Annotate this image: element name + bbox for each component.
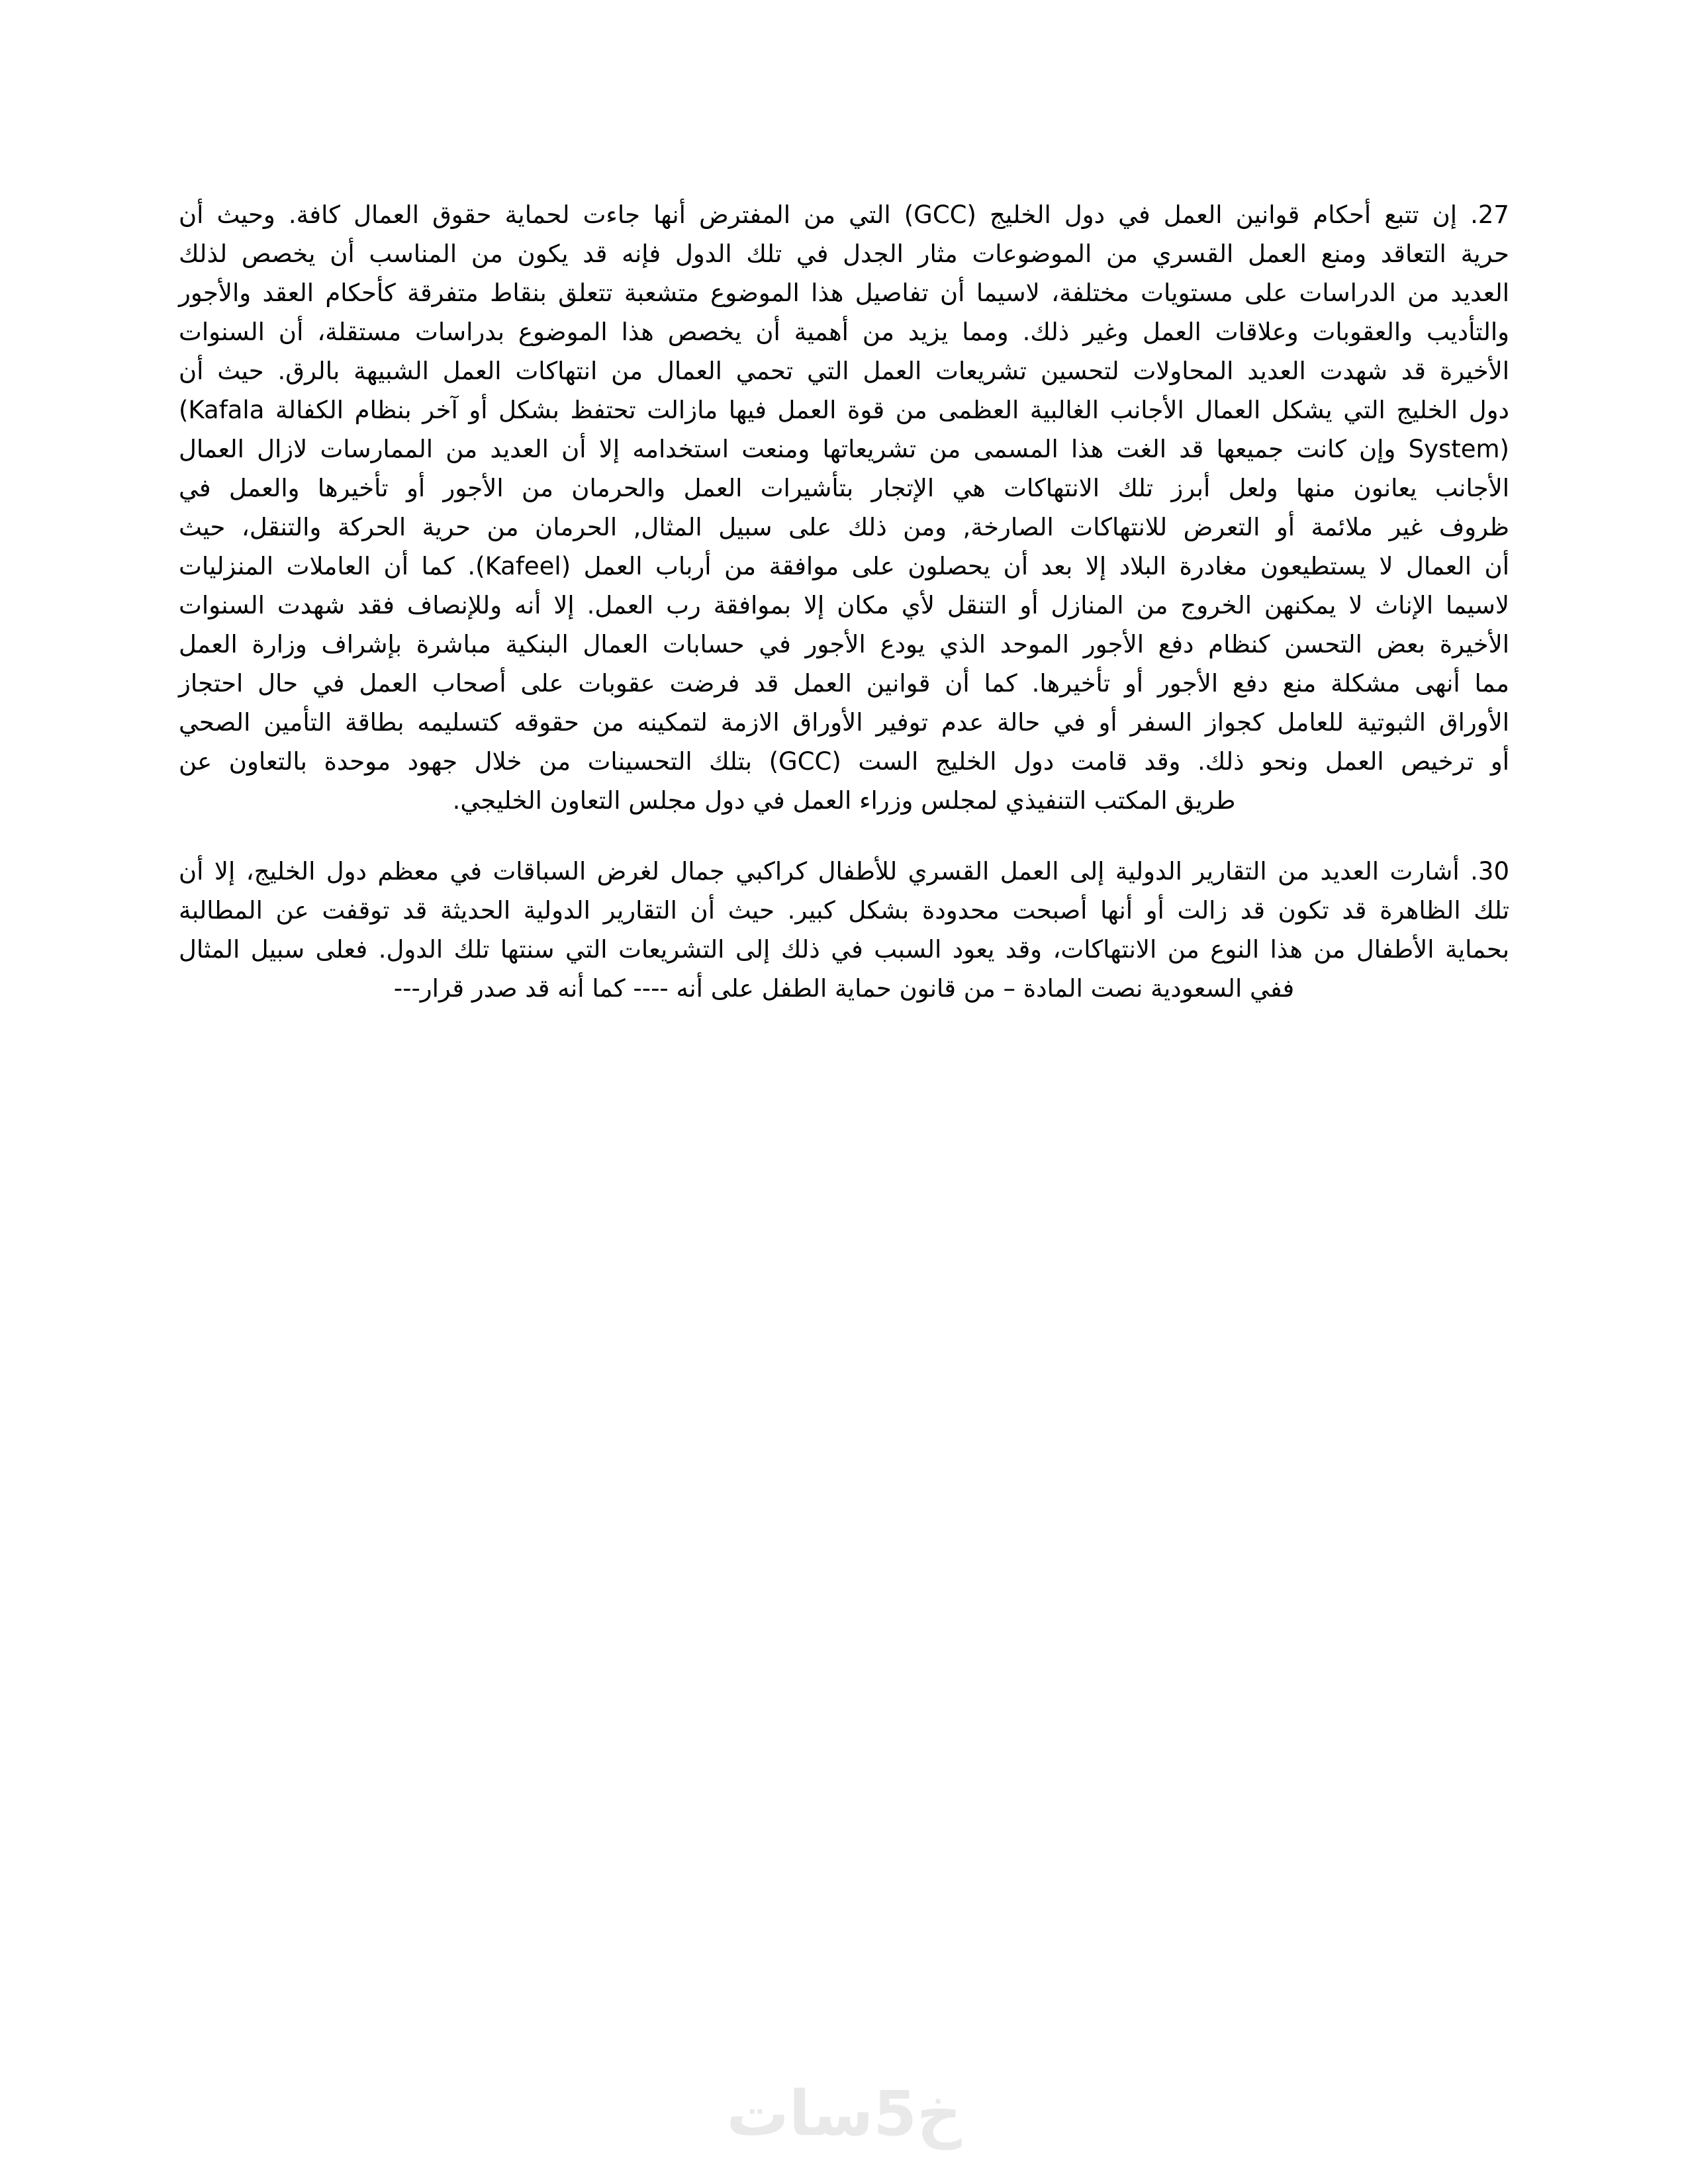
text-line: ظروف غير ملائمة أو التعرض للانتهاكات الصارخة, ومن ذلك على سبيل المثال, الحرمان من حرية الحركة والتنقل، حيث — [179, 513, 1509, 541]
text-line: 27. إن تتبع أحكام قوانين العمل في دول الخليج (GCC) التي من المفترض أنها جاءت لحماية حقوق العمال كافة. وحيث أن — [179, 201, 1509, 229]
text-line: الأخيرة قد شهدت العديد المحاولات لتحسين تشريعات العمل التي تحمي العمال من انتهاكات العمل الشبيهة بالرق. حيث أن — [179, 357, 1509, 385]
khamsat-watermark: خ5سات — [726, 2078, 962, 2150]
text-block — [179, 195, 1509, 1008]
text-line: الأجانب يعانون منها ولعل أبرز تلك الانتهاكات هي الإتجار بتأشيرات العمل والحرمان من الأجور أو تأخيرها والعمل في — [179, 474, 1509, 502]
text-line: حرية التعاقد ومنع العمل القسري من الموضوعات مثار الجدل في تلك الدول فإنه قد يكون من المناسب أن يخصص لذلك — [179, 240, 1509, 268]
text-line: والتأديب والعقوبات وعلاقات العمل وغير ذلك. ومما يزيد من أهمية أن يخصص هذا الموضوع بدراسات مستقلة، أن السنوات — [179, 318, 1509, 346]
text-line: 30. أشارت العديد من التقارير الدولية إلى العمل القسري للأطفال كراكبي جمال لغرض السباقات في معظم دول الخليج، إلا أن — [179, 857, 1509, 886]
text-line: ففي السعودية نصت المادة – من قانون حماية الطفل على أنه ---- كما أنه قد صدر قرار--- — [393, 974, 1295, 1003]
text-line: مما أنهى مشكلة منع دفع الأجور أو تأخيرها. كما أن قوانين العمل قد فرضت عقوبات على أصحاب العمل في حال احتجاز — [179, 669, 1509, 698]
text-line: الأخيرة بعض التحسن كنظام دفع الأجور الموحد الذي يودع الأجور في حسابات العمال البنكية مباشرة بإشراف وزارة العمل — [179, 630, 1509, 659]
text-line: دول الخليج التي يشكل العمال الأجانب الغالبية العظمى من قوة العمل فيها مازالت تحتفظ بشكل أو آخر بنظام الكفالة ‎(Kafala — [179, 396, 1509, 424]
paragraph-30 — [179, 852, 1509, 1008]
text-line: العديد من الدراسات على مستويات مختلفة، لاسيما أن تفاصيل هذا الموضوع متشعبة تتعلق بنقاط متفرقة كأحكام العقد والأجور — [179, 279, 1509, 307]
text-line: System)‎ وإن كانت جميعها قد الغت هذا المسمى من تشريعاتها ومنعت استخدامه إلا أن العديد من الممارسات لازال العمال — [179, 435, 1509, 463]
text-line: أن العمال لا يستطيعون مغادرة البلاد إلا بعد أن يحصلون على موافقة من أرباب العمل (Kafeel). كما أن العاملات المنزليات — [179, 552, 1509, 580]
text-line: أو ترخيص العمل ونحو ذلك. وقد قامت دول الخليج الست (GCC) بتلك التحسينات من خلال جهود موحدة بالتعاون عن — [179, 747, 1510, 776]
text-line: تلك الظاهرة قد تكون قد زالت أو أنها أصبحت محدودة بشكل كبير. حيث أن التقارير الدولية الحديثة قد توقفت عن المطالبة — [179, 896, 1509, 925]
text-line: طريق المكتب التنفيذي لمجلس وزراء العمل في دول مجلس التعاون الخليجي. — [452, 786, 1236, 815]
text-line: بحماية الأطفال من هذا النوع من الانتهاكات، وقد يعود السبب في ذلك إلى التشريعات التي سنتها تلك الدول. فعلى سبيل المثال — [179, 935, 1509, 964]
paragraph-27 — [179, 195, 1509, 820]
text-line: لاسيما الإناث لا يمكنهن الخروج من المنازل أو التنقل لأي مكان إلا بموافقة رب العمل. إلا أنه وللإنصاف فقد شهدت السنوات — [179, 591, 1509, 619]
text-line: الأوراق الثبوتية للعامل كجواز السفر أو في حالة عدم توفير الأوراق الازمة لتمكينه من حقوقه كتسليمه بطاقة التأمين الصحي — [179, 708, 1509, 737]
